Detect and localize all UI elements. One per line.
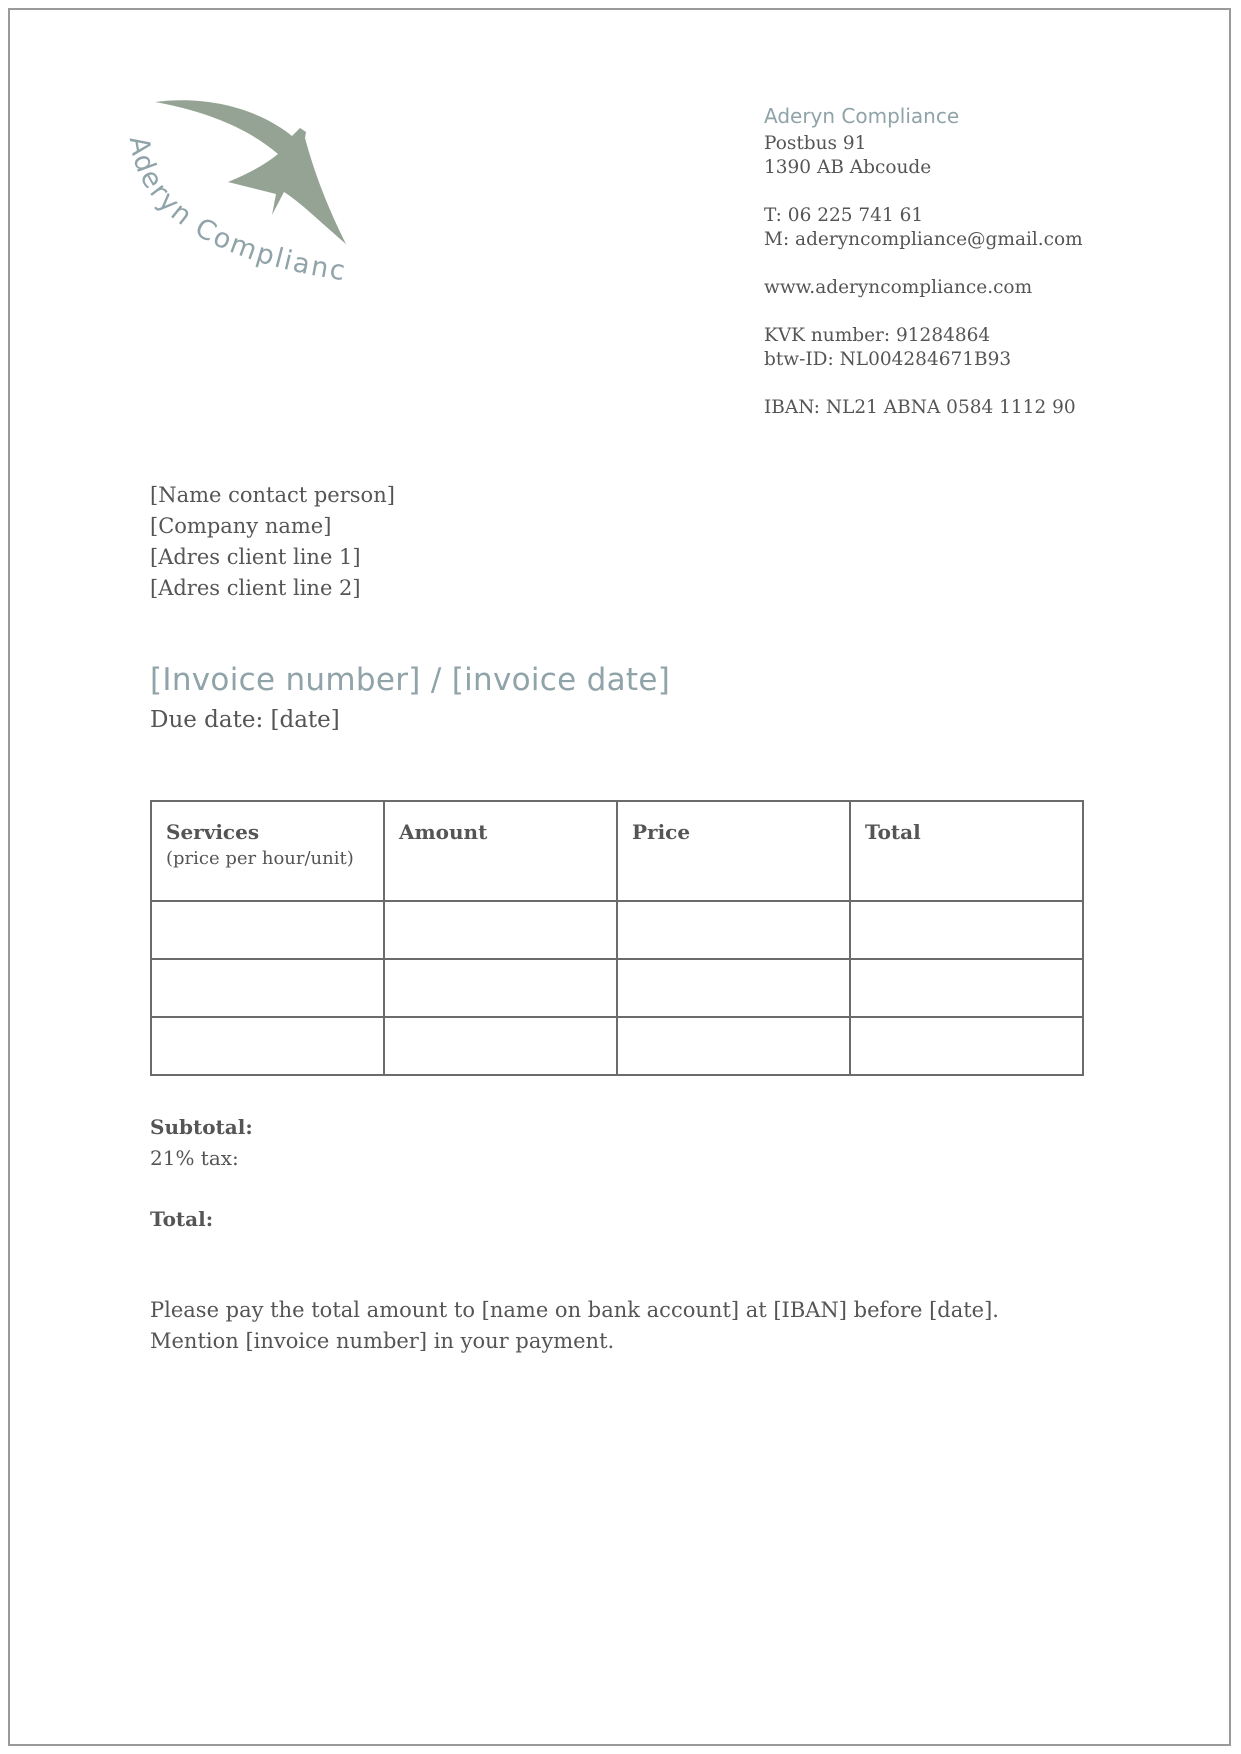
company-info (764, 104, 1083, 420)
header-services (151, 801, 384, 901)
header-price (617, 801, 850, 901)
company-iban: IBAN: NL21 ABNA 0584 1112 90 (764, 397, 1076, 418)
logo (100, 90, 380, 310)
table-row (151, 959, 1083, 1017)
company-website: www.aderyncompliance.com (764, 277, 1033, 298)
logo-text: Aderyn Complianc (122, 134, 349, 288)
table-cell (384, 901, 617, 959)
client-company: [Company name] (150, 514, 332, 538)
client-address-line-1: [Adres client line 1] (150, 545, 361, 569)
payment-note: Please pay the total amount to [name on bank account] at [IBAN] before [date]. Mention [invoice number] in your payment. (150, 1298, 999, 1353)
header-amount (384, 801, 617, 901)
company-phone: T: 06 225 741 61 (764, 205, 924, 226)
header-label: Services (166, 820, 260, 844)
tax-label: 21% tax: (150, 1146, 239, 1170)
company-btw: btw-ID: NL004284671B93 (764, 349, 1012, 370)
subtotal-label: Subtotal: (150, 1115, 253, 1139)
client-address-line-2: [Adres client line 2] (150, 576, 361, 600)
header-sublabel: (price per hour/unit) (166, 848, 354, 869)
table-row (151, 1017, 1083, 1075)
invoice-title: [Invoice number] / [invoice date] (150, 662, 671, 698)
due-date: Due date: [date] (150, 707, 340, 733)
client-contact: [Name contact person] (150, 483, 395, 507)
table-cell (850, 959, 1083, 1017)
table-cell (617, 959, 850, 1017)
company-city: 1390 AB Abcoude (764, 157, 932, 178)
company-email: M: aderyncompliance@gmail.com (764, 229, 1083, 250)
table-cell (617, 901, 850, 959)
table-row (151, 901, 1083, 959)
services-table (150, 800, 1084, 1076)
total-label: Total: (150, 1207, 214, 1231)
header-label: Price (632, 820, 691, 844)
company-postbus: Postbus 91 (764, 133, 867, 154)
table-cell (617, 1017, 850, 1075)
table-cell (151, 959, 384, 1017)
table-header-row (151, 801, 1083, 901)
header-total (850, 801, 1083, 901)
table-cell (384, 959, 617, 1017)
header-label: Total (865, 820, 921, 844)
totals-block (150, 1112, 253, 1235)
table-cell (850, 901, 1083, 959)
table-cell (151, 901, 384, 959)
company-name: Aderyn Compliance (764, 104, 960, 128)
header-label: Amount (399, 820, 488, 844)
table-cell (384, 1017, 617, 1075)
client-address (150, 480, 395, 604)
table-cell (151, 1017, 384, 1075)
table-cell (850, 1017, 1083, 1075)
company-kvk: KVK number: 91284864 (764, 325, 991, 346)
